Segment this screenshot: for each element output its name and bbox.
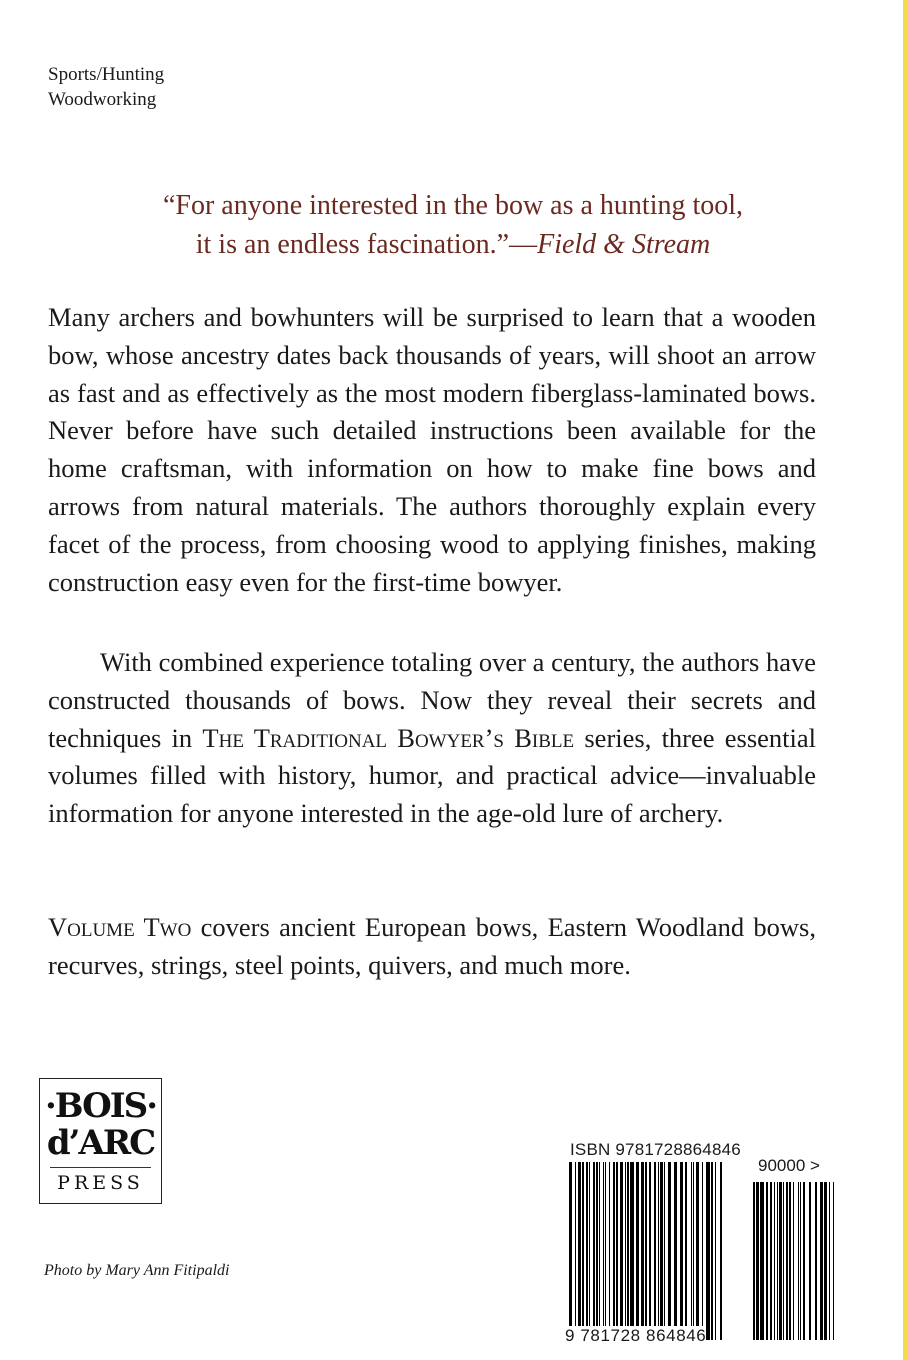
p3-text: covers ancient European bows, Eastern Woodland bows, recurves, strings, steel points, quivers, and much more.	[48, 912, 816, 980]
blurb-quote-line2	[60, 225, 846, 264]
barcode-bar	[593, 1162, 595, 1340]
barcode-bar	[658, 1162, 659, 1340]
barcode-bar	[680, 1162, 683, 1340]
publisher-logo	[39, 1078, 162, 1204]
p2-text-after: series, three essential volumes filled with history, humor, and practical advice—invaluable information for anyone interested in the age-old lure of archery.	[48, 722, 817, 829]
barcode-bar	[809, 1182, 811, 1340]
barcode-bar	[786, 1182, 788, 1340]
barcode-bar	[599, 1162, 600, 1340]
barcode-bar	[668, 1162, 671, 1340]
barcode-bar	[777, 1182, 778, 1340]
barcode-bar	[596, 1162, 598, 1340]
barcode-bar	[636, 1162, 639, 1340]
barcode-bar	[589, 1162, 590, 1340]
barcode-bar	[715, 1162, 716, 1340]
logo-line-bois: ·BOIS·	[44, 1086, 157, 1126]
barcode-bar	[783, 1182, 784, 1340]
barcode-bar	[824, 1182, 827, 1340]
barcode-bar	[793, 1182, 794, 1340]
barcode-bar	[829, 1182, 830, 1340]
series-title: The Traditional Bowyer’s Bible	[202, 722, 575, 753]
barcode-bar	[753, 1182, 755, 1340]
barcode-bar	[660, 1162, 663, 1340]
description-paragraph-3	[48, 909, 816, 985]
barcode-bar	[815, 1182, 817, 1340]
barcode-digits: 9 781728 864846	[565, 1326, 707, 1345]
barcode-bar	[693, 1162, 694, 1340]
barcode-bar	[664, 1162, 665, 1340]
barcode-bar	[582, 1162, 584, 1340]
barcode-bar	[586, 1162, 588, 1340]
barcode-bar	[620, 1162, 623, 1340]
barcode-bar	[649, 1162, 651, 1340]
isbn-barcode	[563, 1140, 846, 1360]
logo-line-darc: d’ARC	[46, 1123, 155, 1163]
barcode-bar	[770, 1182, 772, 1340]
barcode-bar	[798, 1182, 799, 1340]
p2-text-before: With combined experience totaling over a century, the authors have constructed thousands of bows. Now they reveal their secrets and techniques in	[48, 647, 816, 753]
barcode-bar	[605, 1162, 606, 1340]
barcode-bar	[766, 1182, 768, 1340]
barcode-bar	[630, 1162, 634, 1340]
barcode-bar	[702, 1162, 703, 1340]
category-list	[48, 62, 164, 112]
category-item: Woodworking	[48, 89, 157, 110]
barcode-bar	[569, 1162, 572, 1340]
logo-rule	[50, 1167, 151, 1168]
barcode-bar	[706, 1162, 710, 1340]
barcode-bar	[641, 1162, 644, 1340]
barcode-bar	[625, 1162, 626, 1340]
cover-edge-stripe	[903, 0, 907, 1360]
description-paragraph-1: Many archers and bowhunters will be surprised to learn that a wooden bow, whose ancestry dates back thousands of years, will shoot an arrow as fast and as effectively as the most modern fiberglass-laminated bows. Never before have such detailed instructions been available for the home craftsman, with information on how to make fine bows and arrows from natural materials. The authors thoroughly explain every facet of the process, from choosing wood to applying finishes, making construction easy even for the first-time bowyer.	[48, 302, 816, 597]
barcode-bar	[691, 1162, 692, 1340]
barcode-bar	[789, 1182, 791, 1340]
barcode-bar	[800, 1182, 801, 1340]
barcode-bar	[696, 1162, 699, 1340]
barcode-bar	[685, 1162, 687, 1340]
barcode-bar	[603, 1162, 604, 1340]
barcode-bar	[779, 1182, 782, 1340]
barcode-bar	[654, 1162, 656, 1340]
barcode-bar	[616, 1162, 618, 1340]
logo-line-press: PRESS	[57, 1172, 144, 1194]
barcode-bar	[627, 1162, 629, 1340]
blurb-source: Field & Stream	[537, 229, 711, 260]
blurb-quote-line1: “For anyone interested in the bow as a hunting tool,	[162, 190, 744, 221]
barcode-bar	[674, 1162, 677, 1340]
barcode-bar	[645, 1162, 647, 1340]
barcode-bar	[575, 1162, 576, 1340]
photo-credit: Photo by Mary Ann Fitipaldi	[44, 1262, 230, 1279]
description-paragraph-2	[48, 644, 816, 833]
barcode-bar	[720, 1162, 722, 1340]
barcode-bar	[820, 1182, 823, 1340]
blurb-quote-text: it is an endless fascination.”—	[195, 229, 538, 260]
barcode-bar	[609, 1162, 610, 1340]
barcode-bar	[613, 1162, 615, 1340]
barcode-bar	[711, 1162, 713, 1340]
barcode-bar	[578, 1162, 581, 1340]
review-blurb	[60, 186, 846, 264]
barcode-bar	[756, 1182, 759, 1340]
isbn-label: ISBN 9781728864846	[570, 1140, 741, 1159]
price-code: 90000 >	[758, 1156, 820, 1175]
category-item: Sports/Hunting	[48, 64, 165, 85]
barcode-bar	[833, 1182, 834, 1340]
barcode-bar	[760, 1182, 764, 1340]
barcode-bar	[803, 1182, 805, 1340]
volume-label: Volume Two	[48, 912, 192, 942]
barcode-bar	[774, 1182, 775, 1340]
